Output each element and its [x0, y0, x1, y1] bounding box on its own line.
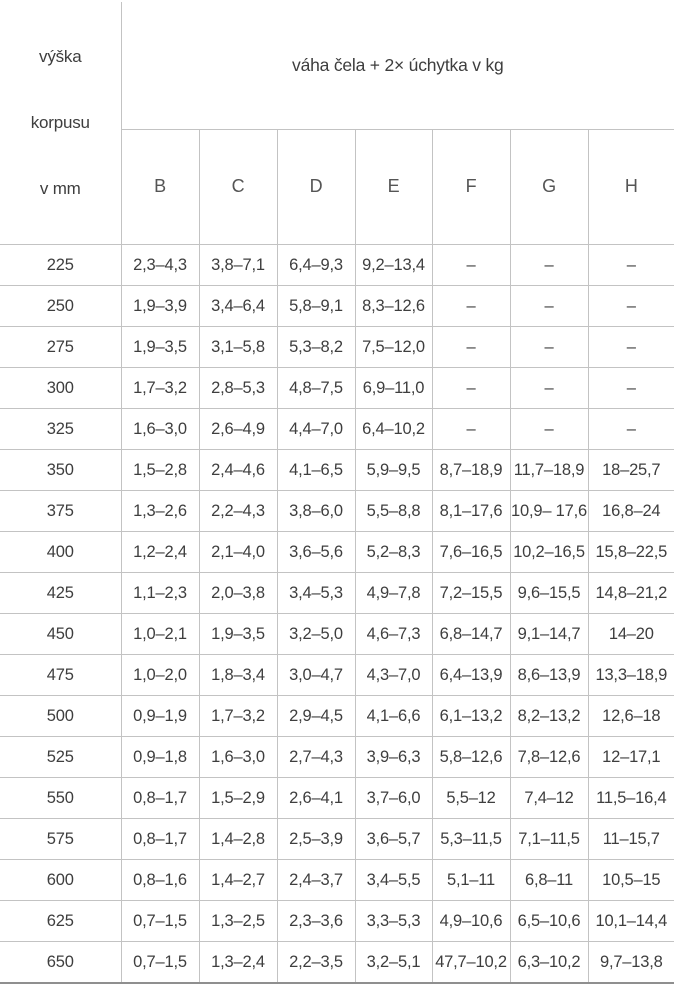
table-cell: 7,4–12: [510, 778, 588, 819]
table-cell: 0,9–1,9: [121, 696, 199, 737]
table-cell: 0,7–1,5: [121, 942, 199, 984]
table-cell: 1,3–2,6: [121, 491, 199, 532]
table-cell: 8,6–13,9: [510, 655, 588, 696]
table-cell: 5,3–8,2: [277, 327, 355, 368]
row-header-height: 275: [0, 327, 121, 368]
table-cell: 4,6–7,3: [355, 614, 432, 655]
table-cell: 2,3–3,6: [277, 901, 355, 942]
table-cell: 10,9– 17,6: [510, 491, 588, 532]
table-cell: 2,9–4,5: [277, 696, 355, 737]
table-cell: 5,9–9,5: [355, 450, 432, 491]
table-cell: 6,3–10,2: [510, 942, 588, 984]
table-cell: 7,5–12,0: [355, 327, 432, 368]
table-cell: 1,9–3,9: [121, 286, 199, 327]
table-cell: 6,5–10,6: [510, 901, 588, 942]
table-cell: 4,1–6,6: [355, 696, 432, 737]
corner-header-body-height: [0, 2, 121, 245]
span-header-row: [0, 2, 674, 129]
table-cell: 18–25,7: [588, 450, 674, 491]
table-cell: –: [432, 368, 510, 409]
table-row: [0, 737, 674, 778]
table-cell: 6,9–11,0: [355, 368, 432, 409]
table-cell: 5,1–11: [432, 860, 510, 901]
table-cell: –: [588, 245, 674, 286]
table-cell: 9,1–14,7: [510, 614, 588, 655]
table-cell: 6,8–11: [510, 860, 588, 901]
table-cell: 3,4–5,3: [277, 573, 355, 614]
column-header-f: F: [432, 129, 510, 244]
table-cell: 3,4–6,4: [199, 286, 277, 327]
corner-header-line: korpusu: [30, 113, 90, 132]
table-cell: 2,6–4,1: [277, 778, 355, 819]
table-cell: –: [432, 409, 510, 450]
table-cell: –: [510, 286, 588, 327]
table-cell: 2,2–3,5: [277, 942, 355, 984]
row-header-height: 375: [0, 491, 121, 532]
table-cell: 3,3–5,3: [355, 901, 432, 942]
table-row: [0, 450, 674, 491]
table-cell: 8,3–12,6: [355, 286, 432, 327]
table-cell: 3,2–5,0: [277, 614, 355, 655]
table-cell: 14,8–21,2: [588, 573, 674, 614]
table-cell: 2,7–4,3: [277, 737, 355, 778]
table-cell: –: [432, 286, 510, 327]
row-header-height: 525: [0, 737, 121, 778]
table-cell: 1,5–2,9: [199, 778, 277, 819]
table-cell: 3,2–5,1: [355, 942, 432, 984]
row-header-height: 225: [0, 245, 121, 286]
corner-header-line: výška: [39, 47, 82, 66]
table-row: [0, 409, 674, 450]
table-cell: 5,3–11,5: [432, 819, 510, 860]
table-cell: –: [432, 245, 510, 286]
row-header-height: 325: [0, 409, 121, 450]
table-cell: 1,7–3,2: [199, 696, 277, 737]
corner-header-line: v mm: [39, 179, 81, 198]
row-header-height: 650: [0, 942, 121, 984]
table-cell: 5,2–8,3: [355, 532, 432, 573]
column-header-e: E: [355, 129, 432, 244]
table-cell: 0,7–1,5: [121, 901, 199, 942]
table-cell: 5,5–12: [432, 778, 510, 819]
table-cell: 1,4–2,7: [199, 860, 277, 901]
table-cell: 6,4–9,3: [277, 245, 355, 286]
table-cell: 0,8–1,6: [121, 860, 199, 901]
table-cell: –: [510, 327, 588, 368]
table-row: [0, 860, 674, 901]
table-cell: 2,0–3,8: [199, 573, 277, 614]
table-cell: 9,6–15,5: [510, 573, 588, 614]
table-cell: 6,4–13,9: [432, 655, 510, 696]
table-cell: –: [510, 368, 588, 409]
table-cell: 2,4–3,7: [277, 860, 355, 901]
row-header-height: 575: [0, 819, 121, 860]
table-cell: 2,5–3,9: [277, 819, 355, 860]
table-cell: 10,5–15: [588, 860, 674, 901]
table-row: [0, 368, 674, 409]
row-header-height: 425: [0, 573, 121, 614]
table-cell: 1,6–3,0: [121, 409, 199, 450]
table-cell: 14–20: [588, 614, 674, 655]
table-cell: 1,6–3,0: [199, 737, 277, 778]
table-cell: 15,8–22,5: [588, 532, 674, 573]
span-header-weight: váha čela + 2× úchytka v kg: [121, 2, 674, 129]
table-cell: 0,8–1,7: [121, 778, 199, 819]
table-cell: 7,2–15,5: [432, 573, 510, 614]
column-header-g: G: [510, 129, 588, 244]
table-row: [0, 819, 674, 860]
table-cell: 7,6–16,5: [432, 532, 510, 573]
table-cell: 5,8–12,6: [432, 737, 510, 778]
table-cell: 1,7–3,2: [121, 368, 199, 409]
table-cell: 3,0–4,7: [277, 655, 355, 696]
table-cell: 12,6–18: [588, 696, 674, 737]
row-header-height: 450: [0, 614, 121, 655]
table-cell: 4,1–6,5: [277, 450, 355, 491]
row-header-height: 250: [0, 286, 121, 327]
table-cell: 1,3–2,4: [199, 942, 277, 984]
table-cell: –: [588, 327, 674, 368]
table-cell: 3,6–5,7: [355, 819, 432, 860]
table-cell: 0,9–1,8: [121, 737, 199, 778]
weight-table: [0, 2, 674, 984]
table-cell: 11,7–18,9: [510, 450, 588, 491]
table-header: [0, 2, 674, 245]
row-header-height: 500: [0, 696, 121, 737]
table-row: [0, 573, 674, 614]
table-cell: 3,6–5,6: [277, 532, 355, 573]
table-row: [0, 532, 674, 573]
table-cell: 9,7–13,8: [588, 942, 674, 984]
table-cell: 6,1–13,2: [432, 696, 510, 737]
table-cell: 4,9–10,6: [432, 901, 510, 942]
table-cell: 10,2–16,5: [510, 532, 588, 573]
table-cell: 16,8–24: [588, 491, 674, 532]
table-cell: 2,6–4,9: [199, 409, 277, 450]
table-cell: 1,0–2,0: [121, 655, 199, 696]
table-cell: 3,1–5,8: [199, 327, 277, 368]
table-cell: 4,3–7,0: [355, 655, 432, 696]
table-cell: 1,4–2,8: [199, 819, 277, 860]
table-cell: 3,8–6,0: [277, 491, 355, 532]
table-cell: 2,1–4,0: [199, 532, 277, 573]
table-cell: 10,1–14,4: [588, 901, 674, 942]
column-header-h: H: [588, 129, 674, 244]
table-cell: 1,3–2,5: [199, 901, 277, 942]
table-cell: –: [432, 327, 510, 368]
table-cell: –: [588, 286, 674, 327]
table-cell: 8,1–17,6: [432, 491, 510, 532]
row-header-height: 550: [0, 778, 121, 819]
table-cell: 6,4–10,2: [355, 409, 432, 450]
table-cell: 11–15,7: [588, 819, 674, 860]
table-row: [0, 901, 674, 942]
table-cell: 3,9–6,3: [355, 737, 432, 778]
table-cell: 3,4–5,5: [355, 860, 432, 901]
table-cell: 0,8–1,7: [121, 819, 199, 860]
table-cell: 1,8–3,4: [199, 655, 277, 696]
table-cell: –: [588, 368, 674, 409]
table-row: [0, 614, 674, 655]
row-header-height: 400: [0, 532, 121, 573]
table-cell: 2,3–4,3: [121, 245, 199, 286]
table-cell: 2,2–4,3: [199, 491, 277, 532]
table-cell: 1,9–3,5: [199, 614, 277, 655]
table-row: [0, 327, 674, 368]
table-cell: 7,1–11,5: [510, 819, 588, 860]
row-header-height: 300: [0, 368, 121, 409]
table-row: [0, 245, 674, 286]
table-cell: 6,8–14,7: [432, 614, 510, 655]
table-cell: 5,8–9,1: [277, 286, 355, 327]
table-cell: 8,7–18,9: [432, 450, 510, 491]
table-cell: 11,5–16,4: [588, 778, 674, 819]
table-cell: 2,4–4,6: [199, 450, 277, 491]
table-cell: 4,8–7,5: [277, 368, 355, 409]
row-header-height: 350: [0, 450, 121, 491]
row-header-height: 475: [0, 655, 121, 696]
table-cell: 1,2–2,4: [121, 532, 199, 573]
table-cell: 3,7–6,0: [355, 778, 432, 819]
row-header-height: 625: [0, 901, 121, 942]
table-cell: –: [588, 409, 674, 450]
table-cell: 12–17,1: [588, 737, 674, 778]
column-header-b: B: [121, 129, 199, 244]
table-body: [0, 245, 674, 984]
column-header-c: C: [199, 129, 277, 244]
row-header-height: 600: [0, 860, 121, 901]
table-cell: 1,0–2,1: [121, 614, 199, 655]
table-cell: 7,8–12,6: [510, 737, 588, 778]
table-cell: 1,9–3,5: [121, 327, 199, 368]
table-cell: 4,9–7,8: [355, 573, 432, 614]
table-cell: 5,5–8,8: [355, 491, 432, 532]
table-cell: 8,2–13,2: [510, 696, 588, 737]
table-cell: 47,7–10,2: [432, 942, 510, 984]
table-row: [0, 655, 674, 696]
table-cell: 3,8–7,1: [199, 245, 277, 286]
table-cell: –: [510, 245, 588, 286]
table-row: [0, 286, 674, 327]
table-row: [0, 696, 674, 737]
table-cell: 4,4–7,0: [277, 409, 355, 450]
table-row: [0, 942, 674, 984]
table-cell: 9,2–13,4: [355, 245, 432, 286]
table-cell: –: [510, 409, 588, 450]
table-cell: 13,3–18,9: [588, 655, 674, 696]
table-cell: 2,8–5,3: [199, 368, 277, 409]
table-cell: 1,1–2,3: [121, 573, 199, 614]
table-row: [0, 491, 674, 532]
table-row: [0, 778, 674, 819]
table-cell: 1,5–2,8: [121, 450, 199, 491]
column-header-d: D: [277, 129, 355, 244]
